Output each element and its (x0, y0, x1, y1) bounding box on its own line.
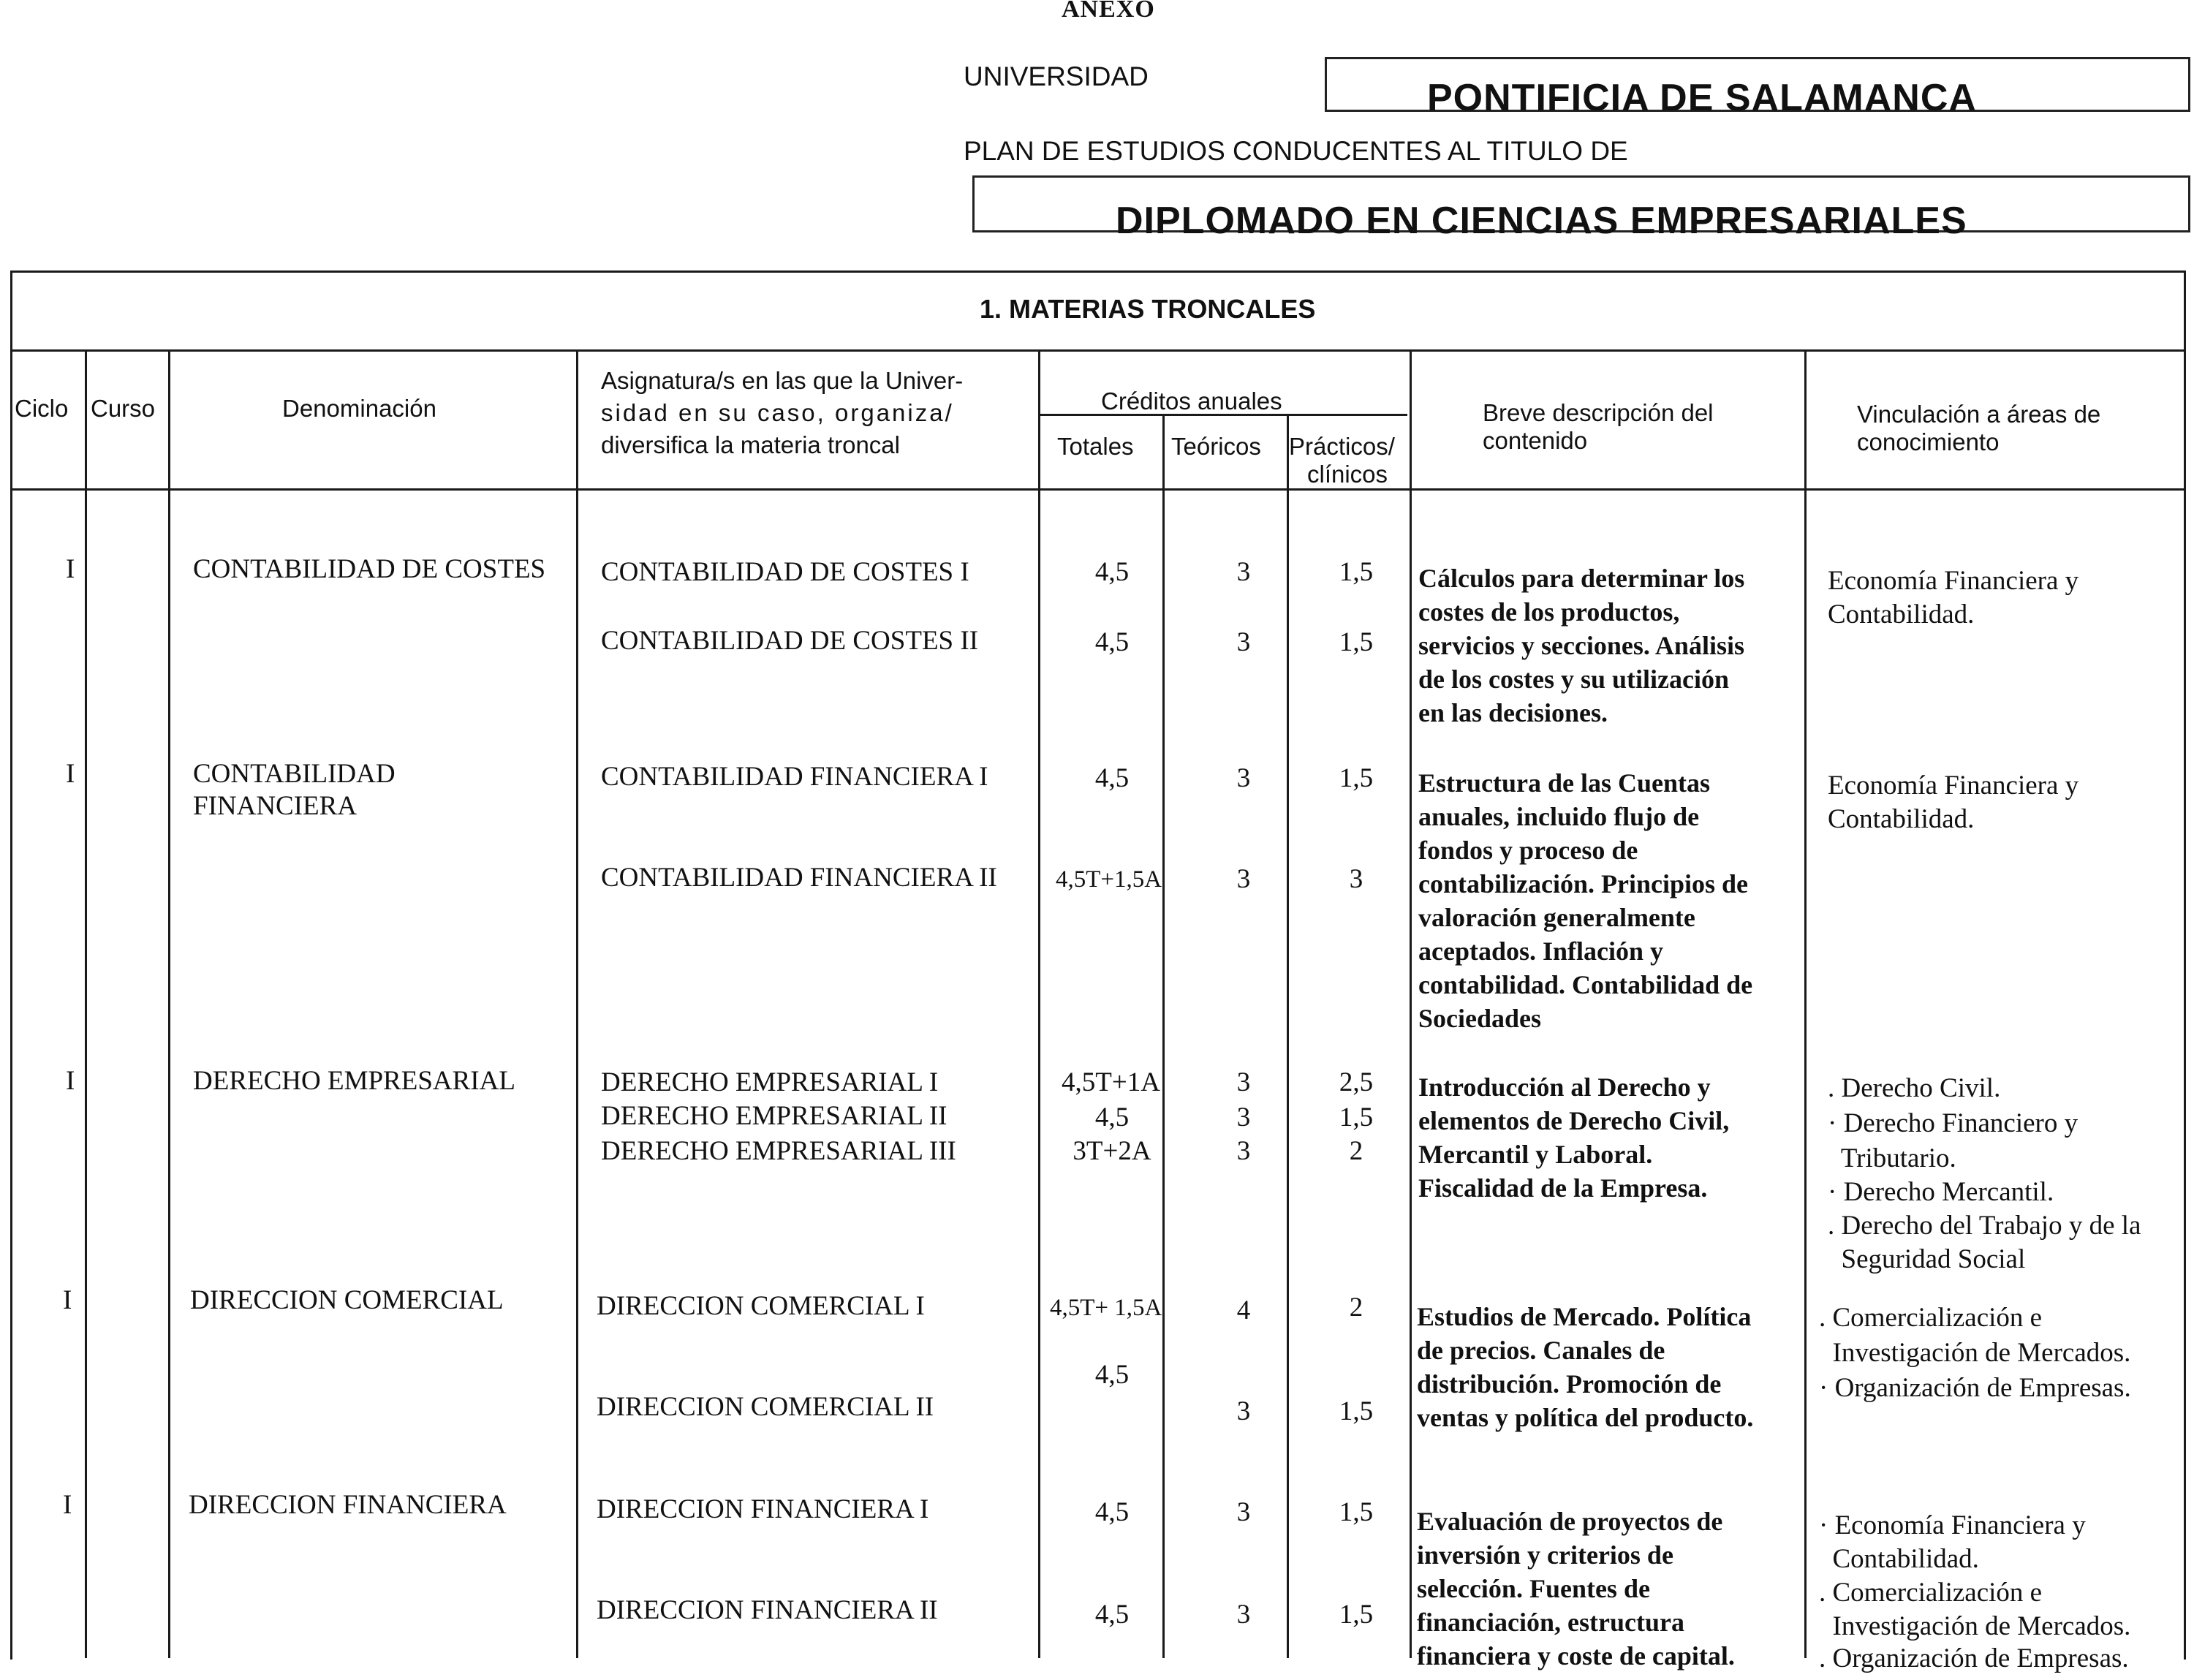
ciclo-value: I (63, 1285, 72, 1315)
descripcion-line: anuales, incluido flujo de (1418, 802, 1700, 831)
vinculacion-line: . Comercialización e (1819, 1303, 2043, 1333)
vinculacion-line: · Derecho Mercantil. (1828, 1177, 2054, 1207)
teoricos-value: 3 (1236, 1600, 1251, 1630)
totales-value: 3T+2A (1073, 1136, 1151, 1166)
col-divider-teoricos (1287, 414, 1289, 1658)
ciclo-value: I (66, 759, 75, 789)
ciclo-value: I (66, 554, 75, 584)
descripcion-line: elementos de Derecho Civil, (1418, 1106, 1730, 1135)
descripcion-line: Sociedades (1418, 1004, 1542, 1033)
teoricos-value: 3 (1236, 864, 1251, 894)
asignatura-name: DERECHO EMPRESARIAL I (601, 1067, 939, 1097)
descripcion-line: ventas y política del producto. (1417, 1403, 1754, 1432)
header-descripcion-line1: Breve descripción del (1483, 399, 1714, 426)
asignatura-name: CONTABILIDAD DE COSTES I (601, 557, 969, 587)
teoricos-value: 3 (1236, 1497, 1251, 1527)
descripcion-line: financiera y coste de capital. (1417, 1641, 1735, 1670)
university-label: UNIVERSIDAD (964, 61, 1149, 91)
descripcion-line: contabilización. Principios de (1418, 869, 1749, 898)
study-plan-label: PLAN DE ESTUDIOS CONDUCENTES AL TITULO DE (964, 136, 1628, 166)
descripcion-line: fondos y proceso de (1418, 836, 1638, 865)
totales-value: 4,5 (1094, 557, 1130, 587)
descripcion-line: de precios. Canales de (1417, 1336, 1665, 1365)
ciclo-value: I (63, 1490, 72, 1520)
header-vinculacion-line1: Vinculación a áreas de (1857, 401, 2101, 428)
vinculacion-line: Investigación de Mercados. (1819, 1338, 2131, 1368)
header-ciclo: Ciclo (15, 395, 69, 422)
denominacion-value: DIRECCION COMERCIAL (190, 1285, 504, 1315)
practicos-value: 2 (1349, 1136, 1363, 1166)
descripcion-line: Estructura de las Cuentas (1418, 768, 1711, 798)
descripcion-line: inversión y criterios de (1417, 1540, 1673, 1570)
vinculacion-line: · Organización de Empresas. (1819, 1373, 2131, 1403)
vinculacion-line: Seguridad Social (1828, 1244, 2026, 1274)
practicos-value: 1,5 (1339, 1600, 1374, 1630)
totales-value: 4,5 (1094, 763, 1130, 793)
asignatura-name: DIRECCION COMERCIAL I (597, 1291, 925, 1321)
practicos-value: 1,5 (1339, 763, 1374, 793)
university-name: PONTIFICIA DE SALAMANCA (1427, 77, 1977, 119)
teoricos-value: 3 (1236, 557, 1251, 587)
vinculacion-line: . Comercialización e (1819, 1578, 2043, 1608)
vinculacion-line: . Organización de Empresas. (1819, 1643, 2129, 1673)
header-asignaturas-line2: sidad en su caso, organiza/ (601, 399, 954, 426)
descripcion-line: aceptados. Inflación y (1418, 937, 1664, 966)
asignatura-name: DERECHO EMPRESARIAL III (601, 1136, 956, 1166)
header-creditos: Créditos anuales (1101, 387, 1282, 415)
practicos-value: 1,5 (1339, 1497, 1374, 1527)
denominacion-value: FINANCIERA (193, 791, 358, 821)
totales-value: 4,5T+ 1,5A (1050, 1295, 1162, 1321)
descripcion-line: Fiscalidad de la Empresa. (1418, 1173, 1708, 1203)
practicos-value: 2,5 (1339, 1067, 1374, 1097)
header-asignaturas-line3: diversifica la materia troncal (601, 431, 900, 458)
col-divider-totales (1162, 414, 1165, 1658)
practicos-value: 1,5 (1339, 1396, 1374, 1426)
teoricos-value: 3 (1236, 763, 1251, 793)
practicos-value: 3 (1349, 864, 1363, 894)
descripcion-line: valoración generalmente (1418, 903, 1695, 932)
descripcion-line: servicios y secciones. Análisis (1418, 631, 1744, 660)
vinculacion-line: Contabilidad. (1828, 599, 1975, 629)
col-divider-ciclo (85, 349, 87, 1658)
totales-value: 4,5 (1094, 1102, 1130, 1132)
vinculacion-line: · Economía Financiera y (1819, 1510, 2086, 1540)
vinculacion-line: Contabilidad. (1828, 804, 1975, 834)
header-curso: Curso (91, 395, 156, 422)
vinculacion-line: Economía Financiera y (1828, 771, 2079, 801)
col-divider-practicos (1410, 349, 1412, 1658)
totales-value: 4,5 (1094, 1360, 1130, 1390)
vinculacion-line: Contabilidad. (1819, 1544, 1979, 1574)
asignatura-name: DERECHO EMPRESARIAL II (601, 1101, 947, 1131)
descripcion-line: Evaluación de proyectos de (1417, 1507, 1723, 1536)
descripcion-line: distribución. Promoción de (1417, 1369, 1722, 1399)
header-bottom-border (10, 488, 2186, 491)
header-vinculacion-line2: conocimiento (1857, 428, 2000, 455)
descripcion-line: contabilidad. Contabilidad de (1418, 970, 1753, 999)
totales-value: 4,5 (1094, 627, 1130, 657)
descripcion-line: selección. Fuentes de (1417, 1574, 1650, 1603)
asignatura-name: DIRECCION FINANCIERA I (597, 1494, 929, 1524)
descripcion-line: Mercantil y Laboral. (1418, 1140, 1653, 1169)
teoricos-value: 3 (1236, 1102, 1251, 1132)
descripcion-line: en las decisiones. (1418, 698, 1608, 727)
vinculacion-line: . Derecho Civil. (1828, 1073, 2001, 1103)
degree-title: DIPLOMADO EN CIENCIAS EMPRESARIALES (1116, 200, 1967, 242)
ciclo-value: I (66, 1066, 75, 1096)
asignatura-name: DIRECCION COMERCIAL II (597, 1392, 934, 1422)
teoricos-value: 3 (1236, 1396, 1251, 1426)
totales-value: 4,5 (1094, 1600, 1130, 1630)
col-divider-asignaturas (1038, 349, 1040, 1658)
asignatura-name: CONTABILIDAD FINANCIERA II (601, 863, 997, 893)
vinculacion-line: . Derecho del Trabajo y de la (1828, 1211, 2141, 1241)
practicos-value: 1,5 (1339, 557, 1374, 587)
header-descripcion-line2: contenido (1483, 427, 1588, 454)
descripcion-line: Estudios de Mercado. Política (1417, 1302, 1752, 1331)
header-asignaturas-line1: Asignatura/s en las que la Univer- (601, 367, 964, 394)
practicos-value: 2 (1349, 1293, 1363, 1323)
practicos-value: 1,5 (1339, 1102, 1374, 1132)
vinculacion-line: · Derecho Financiero y (1828, 1108, 2078, 1138)
descripcion-line: financiación, estructura (1417, 1608, 1684, 1637)
table-right-border (2184, 270, 2186, 1660)
teoricos-value: 3 (1236, 627, 1251, 657)
header-practicos-line2: clínicos (1307, 461, 1388, 488)
header-denominacion: Denominación (282, 395, 436, 422)
teoricos-value: 4 (1236, 1295, 1251, 1325)
totales-value: 4,5 (1094, 1497, 1130, 1527)
header-totales: Totales (1057, 433, 1134, 460)
teoricos-value: 3 (1236, 1067, 1251, 1097)
col-divider-denominacion (576, 349, 578, 1658)
asignatura-name: CONTABILIDAD DE COSTES II (601, 626, 979, 656)
vinculacion-line: Economía Financiera y (1828, 566, 2079, 596)
totales-value: 4,5T+1,5A (1056, 866, 1162, 893)
descripcion-line: de los costes y su utilización (1418, 665, 1730, 694)
descripcion-line: costes de los productos, (1418, 597, 1680, 627)
col-divider-curso (168, 349, 170, 1658)
teoricos-value: 3 (1236, 1136, 1251, 1166)
section-title: 1. MATERIAS TRONCALES (980, 294, 1316, 324)
col-divider-descripcion (1804, 349, 1807, 1658)
asignatura-name: CONTABILIDAD FINANCIERA I (601, 762, 988, 792)
vinculacion-line: Investigación de Mercados. (1819, 1611, 2131, 1641)
practicos-value: 1,5 (1339, 627, 1374, 657)
asignatura-name: DIRECCION FINANCIERA II (597, 1595, 938, 1625)
table-left-border (10, 270, 12, 1660)
denominacion-value: CONTABILIDAD (193, 759, 396, 789)
descripcion-line: Introducción al Derecho y (1418, 1072, 1711, 1102)
denominacion-value: CONTABILIDAD DE COSTES (193, 554, 546, 584)
header-teoricos: Teóricos (1171, 433, 1261, 460)
header-practicos-line1: Prácticos/ (1289, 433, 1395, 460)
section-title-divider (10, 349, 2186, 352)
vinculacion-line: Tributario. (1828, 1143, 1956, 1173)
totales-value: 4,5T+1A (1062, 1067, 1160, 1097)
annex-label: ANEXO (1062, 0, 1155, 23)
table-top-border (10, 270, 2186, 273)
denominacion-value: DERECHO EMPRESARIAL (193, 1066, 515, 1096)
denominacion-value: DIRECCION FINANCIERA (189, 1490, 507, 1520)
descripcion-line: Cálculos para determinar los (1418, 564, 1745, 593)
